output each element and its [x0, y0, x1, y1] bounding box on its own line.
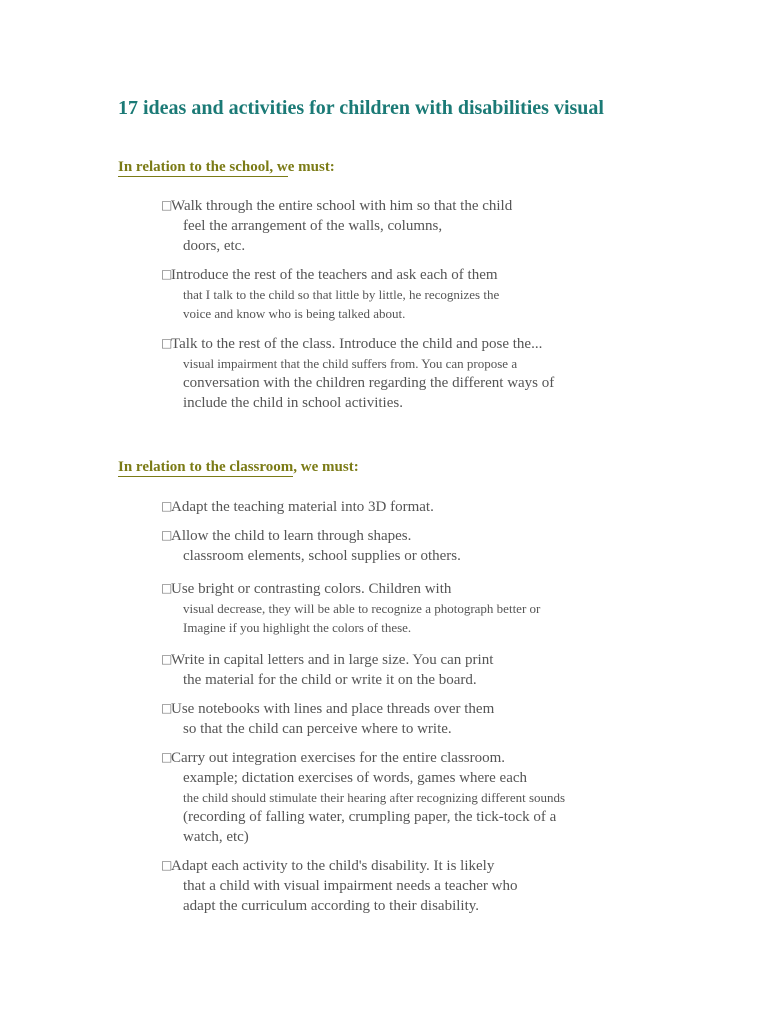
- checkbox-bullet-icon: □: [161, 198, 173, 212]
- section-heading-classroom: [118, 457, 359, 477]
- list-item: □Use bright or contrasting colors. Children with visual decrease, they will be able to recognize a photograph better or Imagine if you highlight the colors of these.: [161, 578, 641, 637]
- school-list: [161, 195, 641, 413]
- list-item: □Walk through the entire school with him so that the child feel the arrangement of the walls, columns, doors, etc.: [161, 195, 641, 256]
- checkbox-bullet-icon: □: [161, 499, 173, 513]
- checkbox-bullet-icon: □: [161, 652, 173, 666]
- section-heading-underlined: In relation to the classroom: [118, 459, 294, 475]
- list-item: □Introduce the rest of the teachers and ask each of them that I talk to the child so that little by little, he recognizes the voice and know who is being talked about.: [161, 264, 641, 323]
- checkbox-bullet-icon: □: [161, 528, 173, 542]
- list-item: □Allow the child to learn through shapes. classroom elements, school supplies or others.: [161, 525, 641, 566]
- section-heading-underlined: In relation to the school, w: [118, 159, 288, 175]
- section-heading-school: [118, 157, 335, 177]
- list-item: □Carry out integration exercises for the entire classroom. example; dictation exercises of words, games where each the child should stimulate their hearing after recognizing different sounds (recording of falling water, crumpling paper, the tick-tock of a watch, etc): [161, 747, 641, 847]
- list-item: □Talk to the rest of the class. Introduce the child and pose the... visual impairment that the child suffers from. You can propose a conversation with the children regarding the different ways of include the child in school activities.: [161, 333, 641, 413]
- classroom-list: [161, 496, 641, 916]
- list-item: □Use notebooks with lines and place threads over them so that the child can perceive where to write.: [161, 698, 641, 739]
- section-heading-rest: , we must:: [293, 459, 359, 475]
- list-item: □Write in capital letters and in large size. You can print the material for the child or write it on the board.: [161, 649, 641, 690]
- list-item: □Adapt each activity to the child's disability. It is likely that a child with visual impairment needs a teacher who adapt the curriculum according to their disability.: [161, 855, 641, 916]
- checkbox-bullet-icon: □: [161, 858, 173, 872]
- checkbox-bullet-icon: □: [161, 750, 173, 764]
- checkbox-bullet-icon: □: [161, 336, 173, 350]
- checkbox-bullet-icon: □: [161, 701, 173, 715]
- checkbox-bullet-icon: □: [161, 267, 173, 281]
- checkbox-bullet-icon: □: [161, 581, 173, 595]
- document-title: 17 ideas and activities for children with disabilities visual: [118, 97, 604, 119]
- list-item: □Adapt the teaching material into 3D format.: [161, 496, 641, 517]
- section-heading-rest: e must:: [287, 159, 335, 175]
